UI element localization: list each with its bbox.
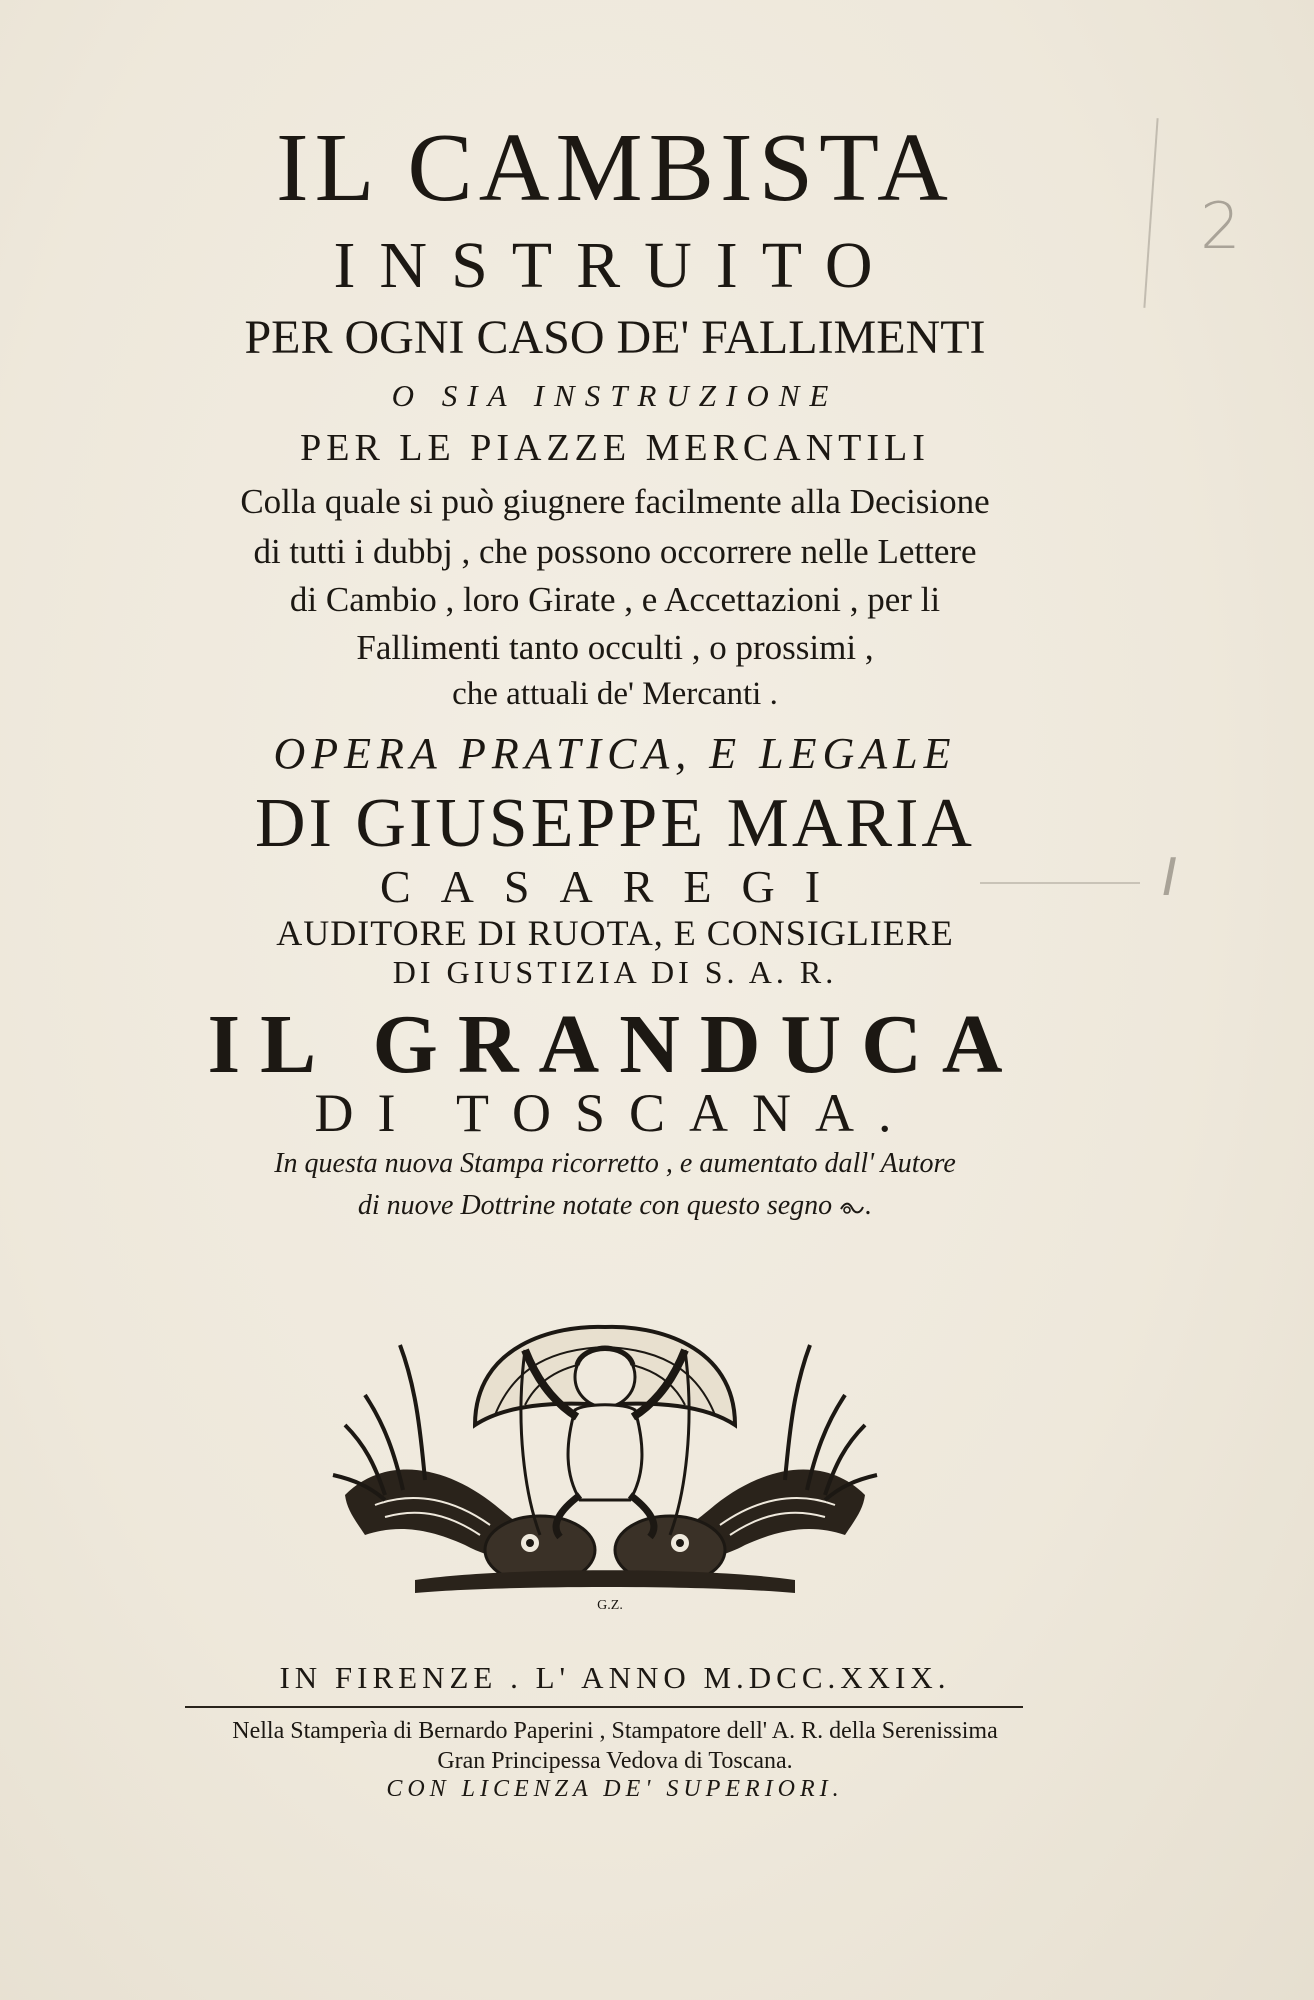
granduca-line-1: IL GRANDUCA bbox=[207, 998, 1023, 1091]
description-line-1: Colla quale si può giugnere facilmente alla Decisione bbox=[240, 482, 990, 521]
edition-note-line-1: In questa nuova Stampa ricorretto , e aumentato dall' Autore bbox=[274, 1148, 956, 1179]
licence-line: CON LICENZA DE' SUPERIORI. bbox=[386, 1776, 844, 1802]
author-line-1: DI GIUSEPPE MARIA bbox=[255, 785, 975, 862]
pencil-note-mid: I bbox=[1162, 848, 1178, 908]
edition-note-line-2 bbox=[0, 1190, 1230, 1222]
title-line-1: IL CAMBISTA bbox=[276, 114, 954, 222]
title-line-2: INSTRUITO bbox=[333, 229, 897, 302]
segno-mark-icon bbox=[839, 1200, 865, 1216]
description-line-5: che attuali de' Mercanti . bbox=[452, 676, 778, 712]
printer-line-2: Gran Principessa Vedova di Toscana. bbox=[437, 1748, 793, 1774]
separator-rule bbox=[185, 1706, 1023, 1708]
description-line-3: di Cambio , loro Girate , e Accettazioni , per li bbox=[289, 580, 941, 619]
cherub-body bbox=[568, 1405, 642, 1500]
granduca-line-2: DI TOSCANA. bbox=[314, 1083, 916, 1143]
printers-vignette bbox=[325, 1305, 885, 1615]
office-line-2: DI GIUSTIZIA DI S. A. R. bbox=[392, 954, 838, 990]
description-line-2: di tutti i dubbj , che possono occorrere nelle Lettere bbox=[253, 532, 977, 571]
printer-line-1: Nella Stamperìa di Bernardo Paperini , Stampatore dell' A. R. della Serenissima bbox=[232, 1718, 998, 1744]
title-line-4: O SIA INSTRUZIONE bbox=[391, 378, 839, 413]
office-line-1: AUDITORE DI RUOTA, E CONSIGLIERE bbox=[276, 913, 954, 953]
vignette-initials: G.Z. bbox=[597, 1598, 623, 1613]
pencil-note-top: 2 bbox=[1200, 190, 1241, 264]
author-line-2: CASAREGI bbox=[379, 861, 851, 912]
title-line-3: PER OGNI CASO DE' FALLIMENTI bbox=[244, 311, 986, 364]
description-line-4: Fallimenti tanto occulti , o prossimi , bbox=[356, 628, 874, 667]
opera-line: OPERA PRATICA, E LEGALE bbox=[273, 729, 957, 778]
edition-note-text: di nuove Dottrine notate con questo segno bbox=[357, 1190, 833, 1221]
place-date-line: IN FIRENZE . L' ANNO M.DCC.XXIX. bbox=[279, 1660, 951, 1695]
pencil-stroke-mid bbox=[980, 882, 1140, 884]
edition-note-end: . bbox=[865, 1190, 873, 1221]
title-line-5: PER LE PIAZZE MERCANTILI bbox=[300, 427, 930, 469]
